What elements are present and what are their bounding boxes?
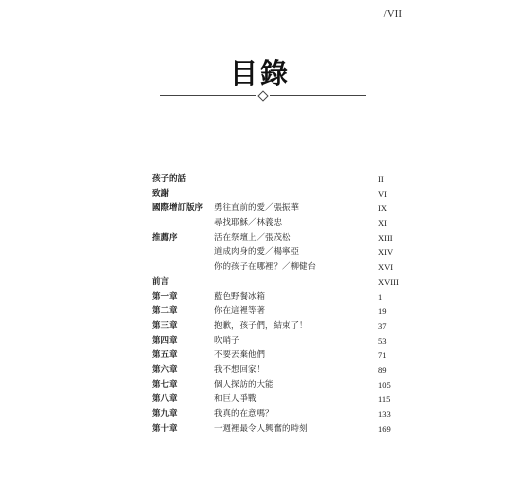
toc-page-number: XVI	[378, 262, 394, 273]
toc-label: 前言	[152, 276, 170, 287]
toc-label: 第九章	[152, 409, 178, 419]
toc-label: 第六章	[152, 364, 178, 375]
toc-label: 第三章	[152, 320, 178, 331]
toc-page-number: 89	[378, 364, 387, 375]
toc-entry: 一週裡最令人興奮的時刻	[214, 423, 308, 434]
toc-entry: 活在祭壇上／張茂松	[214, 232, 291, 243]
toc-page-number: 19	[378, 306, 387, 317]
toc-row	[0, 187, 520, 202]
toc-entry: 道成肉身的愛／楊寧亞	[214, 247, 300, 258]
toc-row	[0, 378, 520, 393]
toc-page-number: IX	[378, 203, 387, 214]
toc-page-number: 115	[378, 394, 391, 405]
toc-row	[0, 231, 520, 246]
toc-row	[0, 363, 520, 378]
toc-entry: 尋找耶穌／林義忠	[214, 218, 283, 229]
toc-label: 第二章	[152, 306, 178, 317]
toc-row	[0, 275, 520, 290]
toc-row	[0, 304, 520, 319]
toc-row	[0, 216, 520, 231]
page-title: 目錄	[229, 57, 290, 90]
page-number: /VII	[383, 8, 402, 20]
toc-entry: 你在這裡等著	[214, 306, 266, 317]
title-divider	[160, 91, 366, 101]
toc-row	[0, 422, 520, 437]
toc-page-number: XI	[378, 218, 387, 229]
toc-row	[0, 290, 520, 305]
toc-page-number: XVIII	[378, 276, 399, 287]
toc-row	[0, 201, 520, 216]
toc-page-number: 71	[378, 350, 387, 361]
toc-page-number: 133	[378, 409, 391, 419]
toc-row	[0, 348, 520, 363]
toc-entry: 你的孩子在哪裡？／柳健台	[214, 262, 317, 273]
toc-entry: 抱歉，孩子們，結束了！	[214, 320, 308, 331]
toc-row	[0, 319, 520, 334]
toc-entry: 勇往直前的愛／張振華	[214, 203, 300, 214]
toc-label: 第五章	[152, 350, 178, 361]
toc-page-number: II	[378, 174, 384, 184]
toc-entry: 我不想回家！	[214, 364, 266, 375]
toc-label: 國際增訂版序	[152, 203, 204, 214]
toc-entry: 和巨人爭戰	[214, 394, 257, 405]
toc-label: 第四章	[152, 335, 178, 346]
toc-label: 第七章	[152, 379, 178, 390]
toc-label: 第一章	[152, 291, 178, 302]
toc-row	[0, 260, 520, 275]
toc-label: 第十章	[152, 423, 178, 434]
toc-entry: 我真的在意嗎？	[214, 409, 274, 419]
toc-row	[0, 334, 520, 349]
toc-page-number: XIII	[378, 232, 393, 243]
toc-row	[0, 245, 520, 260]
toc-page-number: 1	[378, 291, 383, 302]
toc-row	[0, 392, 520, 407]
table-of-contents	[0, 172, 520, 436]
toc-entry: 吹哨子	[214, 335, 240, 346]
toc-entry: 藍色野餐冰箱	[214, 291, 266, 302]
toc-row	[0, 407, 520, 422]
toc-page-number: 53	[378, 335, 387, 346]
toc-entry: 個人探訪的大能	[214, 379, 274, 390]
toc-row	[0, 172, 520, 187]
toc-entry: 不要丟棄他們	[214, 350, 266, 361]
toc-page-number: 105	[378, 379, 391, 390]
diamond-ornament-icon	[257, 90, 268, 101]
toc-label: 第八章	[152, 394, 178, 405]
divider-line-left	[160, 95, 256, 96]
toc-page-number: XIV	[378, 247, 394, 258]
toc-label: 致謝	[152, 188, 170, 199]
toc-label: 推薦序	[152, 232, 178, 243]
divider-line-right	[270, 95, 366, 96]
toc-label: 孩子的話	[152, 174, 187, 184]
toc-page-number: 37	[378, 320, 387, 331]
toc-page-number: VI	[378, 188, 387, 199]
toc-page-number: 169	[378, 423, 391, 434]
